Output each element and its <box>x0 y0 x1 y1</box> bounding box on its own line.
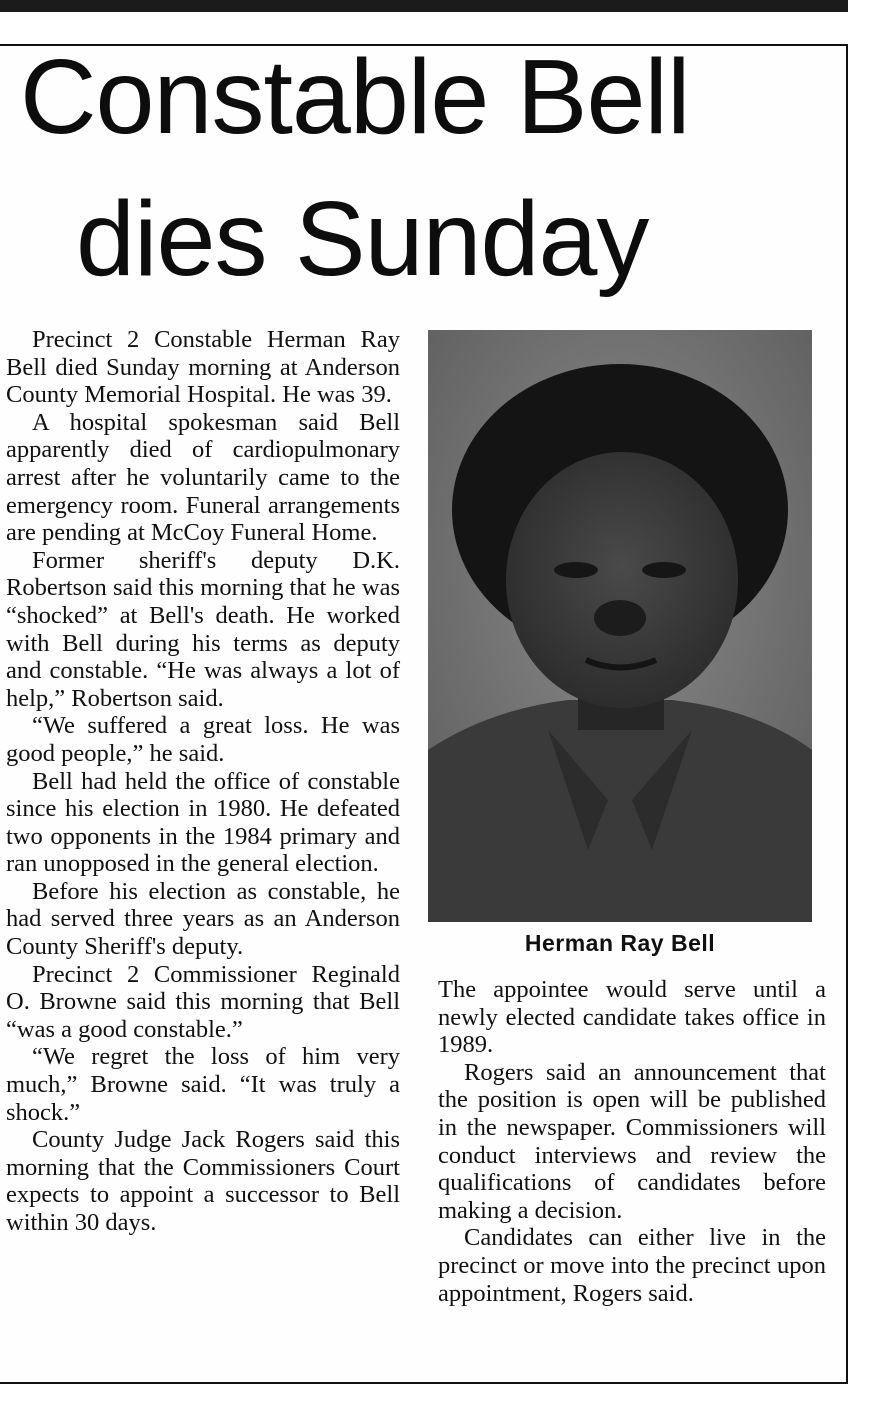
headline-line-1: Constable Bell <box>20 38 690 156</box>
paragraph: County Judge Jack Rogers said this morning that the Commissioners Court expects to appoint a successor to Bell within 30 days. <box>6 1126 400 1236</box>
top-edge-strip <box>0 0 848 12</box>
paragraph: Before his election as constable, he had served three years as an Anderson County Sheriff's deputy. <box>6 877 400 961</box>
photo-caption: Herman Ray Bell <box>524 930 716 956</box>
paragraph: Former sheriff's deputy D.K. Robertson said this morning that he was “shocked” at Bell's death. He worked with Bell during his terms as deputy and constable. “He was always a lot of help,” Robertson said. <box>6 546 400 712</box>
article-column-left <box>6 326 400 1237</box>
article-column-right <box>438 976 826 1307</box>
paragraph: A hospital spokesman said Bell apparently died of cardiopulmonary arrest after he voluntarily came to the emergency room. Funeral arrangements are pending at McCoy Funeral Home. <box>6 408 400 547</box>
headline-line-2: dies Sunday <box>76 180 649 298</box>
paragraph: “We regret the loss of him very much,” Browne said. “It was truly a shock.” <box>6 1043 400 1126</box>
paragraph: Bell had held the office of constable since his election in 1980. He defeated two opponents in the 1984 primary and ran unopposed in the general election. <box>6 767 400 878</box>
paragraph: Candidates can either live in the precinct or move into the precinct upon appointment, Rogers said. <box>438 1224 826 1307</box>
paragraph: Precinct 2 Commissioner Reginald O. Browne said this morning that Bell “was a good constable.” <box>6 960 400 1043</box>
paragraph: Precinct 2 Constable Herman Ray Bell died Sunday morning at Anderson County Memorial Hospital. He was 39. <box>6 326 400 409</box>
portrait-photo <box>428 330 812 922</box>
paragraph: The appointee would serve until a newly elected candidate takes office in 1989. <box>438 976 826 1059</box>
paragraph: Rogers said an announcement that the position is open will be published in the newspaper. Commissioners will conduct interviews and review the qualifications of candidates before making a decision. <box>438 1058 826 1224</box>
paragraph: “We suffered a great loss. He was good people,” he said. <box>6 712 400 767</box>
